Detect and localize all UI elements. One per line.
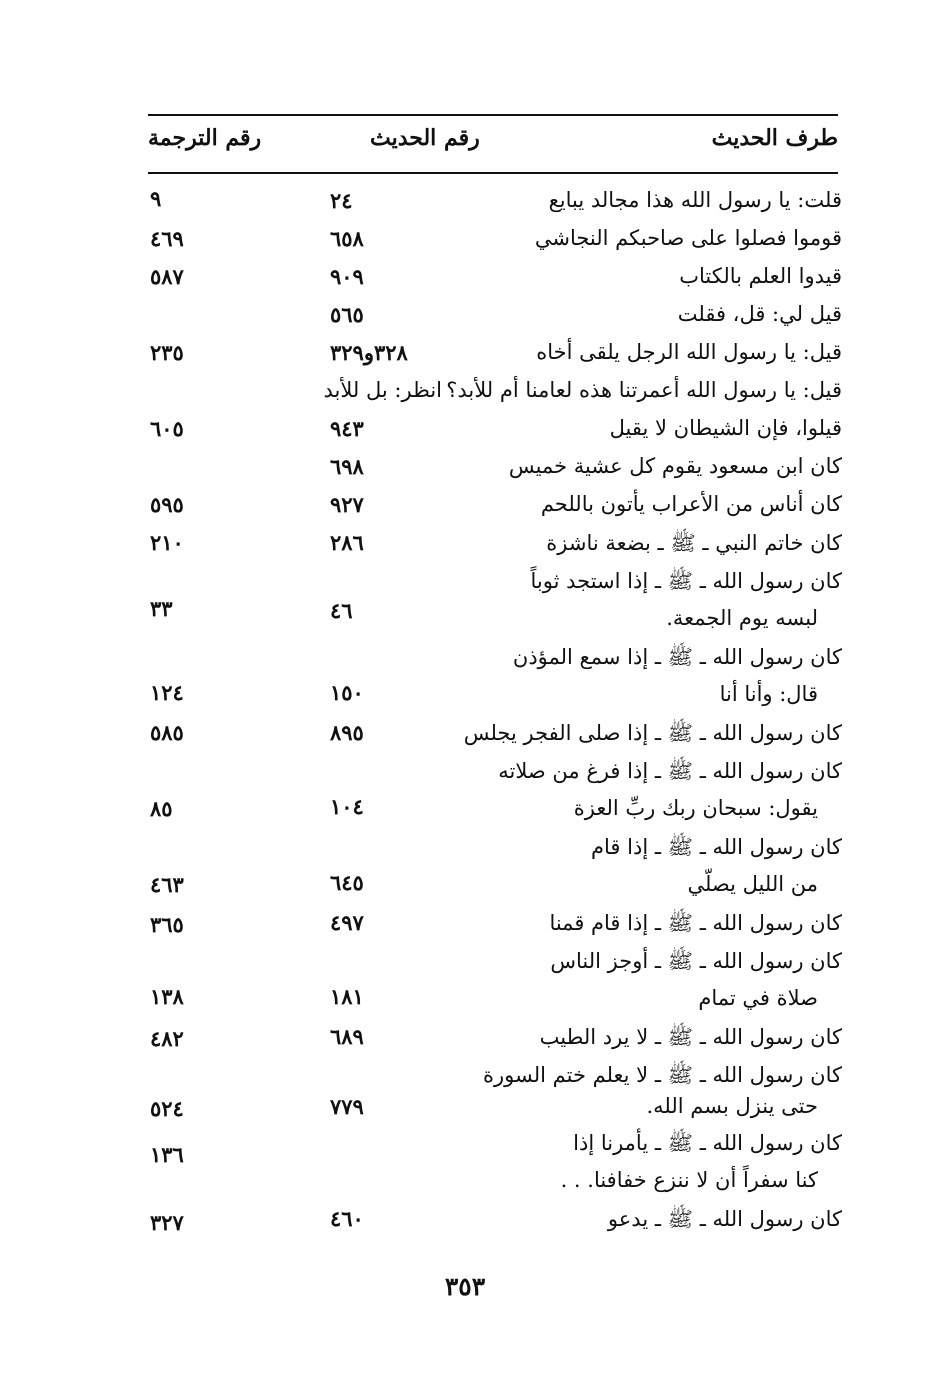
hadith-number: ٤٦ [330,598,353,623]
hadith-line-continuation: حتى ينزل بسم الله. [646,1094,818,1118]
header-tarjama-number: رقم الترجمة [148,125,262,151]
hadith-line: كان رسول الله ـ ﷺ ـ إذا قام [591,835,842,859]
hadith-line: كان رسول الله ـ ﷺ ـ إذا استجد ثوباً [530,569,842,593]
hadith-number: ٤٦٠ [330,1206,364,1231]
hadith-line: كان رسول الله ـ ﷺ ـ يأمرنا إذا [573,1131,842,1155]
page-number: ٣٥٣ [444,1272,486,1301]
top-rule [148,114,838,116]
hadith-number: ٥٦٥ [330,302,364,327]
hadith-line: قيل: يا رسول الله أعمرتنا هذه لعامنا أم للأبد؟ [446,378,842,402]
hadith-line-continuation: صلاة في تمام [698,986,818,1010]
tarjama-number: ٥٨٧ [150,264,184,289]
hadith-line: كان رسول الله ـ ﷺ ـ إذا صلى الفجر يجلس [463,721,842,745]
tarjama-number: ٣٣ [150,596,173,621]
hadith-line: كان ابن مسعود يقوم كل عشية خميس [508,454,842,478]
tarjama-number: ١٣٦ [150,1142,184,1167]
hadith-number: ٦٨٩ [330,1024,364,1049]
hadith-number: ٩٠٩ [330,264,364,289]
tarjama-number: ٤٦٩ [150,226,184,251]
hadith-line: كان رسول الله ـ ﷺ ـ إذا فرغ من صلاته [498,759,842,783]
hadith-number: ٦٥٨ [330,226,364,251]
tarjama-number: ٣٦٥ [150,912,184,937]
hadith-line: كان رسول الله ـ ﷺ ـ لا يعلم ختم السورة [483,1063,842,1087]
tarjama-number: ٤٦٣ [150,872,184,897]
hadith-line: كان رسول الله ـ ﷺ ـ أوجز الناس [550,949,842,973]
header-hadith-number: رقم الحديث [370,125,480,151]
hadith-number: ٩٢٧ [330,492,364,517]
hadith-number: ٨٩٥ [330,720,364,745]
hadith-cross-reference: انظر: بل للأبد [323,378,442,402]
hadith-line: كان رسول الله ـ ﷺ ـ لا يرد الطيب [539,1025,842,1049]
tarjama-number: ١٢٤ [150,680,184,705]
hadith-line: قيلوا، فإن الشيطان لا يقيل [609,416,842,440]
hadith-line: قيل لي: قل، فقلت [677,302,842,326]
hadith-number: ٣٢٨و٣٢٩ [330,340,408,365]
hadith-number: ٤٩٧ [330,910,364,935]
tarjama-number: ٦٠٥ [150,416,184,441]
hadith-line: كان رسول الله ـ ﷺ ـ إذا قام قمنا [549,911,842,935]
hadith-line: قوموا فصلوا على صاحبكم النجاشي [534,226,842,250]
hadith-number: ٦٤٥ [330,870,364,895]
hadith-number: ٢٨٦ [330,530,364,555]
hadith-line: قلت: يا رسول الله هذا مجالد يبايع [548,188,842,212]
tarjama-number: ٥٨٥ [150,720,184,745]
tarjama-number: ٢٣٥ [150,340,184,365]
hadith-line-continuation: لبسه يوم الجمعة. [666,606,818,630]
hadith-line: كان خاتم النبي ـ ﷺ ـ بضعة ناشزة [546,531,842,555]
hadith-number: ٩٤٣ [330,416,364,441]
tarjama-number: ٨٥ [150,796,173,821]
tarjama-number: ٥٢٤ [150,1096,184,1121]
tarjama-number: ٥٩٥ [150,492,184,517]
tarjama-number: ١٣٨ [150,984,184,1009]
hadith-number: ٧٧٩ [330,1094,364,1119]
tarjama-number: ٩ [150,186,162,211]
hadith-line: قيل: يا رسول الله الرجل يلقى أخاه [536,340,842,364]
tarjama-number: ٤٨٢ [150,1026,184,1051]
hadith-line: كان أناس من الأعراب يأتون باللحم [540,492,842,516]
hadith-line: كان رسول الله ـ ﷺ ـ إذا سمع المؤذن [512,645,842,669]
tarjama-number: ٣٢٧ [150,1210,184,1235]
header-hadith-text: طرف الحديث [711,125,838,151]
hadith-line-continuation: قال: وأنا أنا [719,682,818,706]
hadith-number: ٦٩٨ [330,454,364,479]
hadith-line-continuation: يقول: سبحان ربك ربِّ العزة [573,796,818,820]
hadith-number: ١٨١ [330,984,364,1009]
header-rule [148,172,838,174]
hadith-line-continuation: كنا سفراً أن لا ننزع خفافنا. . . [560,1168,818,1192]
hadith-number: ١٥٠ [330,680,364,705]
hadith-number: ٢٤ [330,188,353,213]
hadith-line: كان رسول الله ـ ﷺ ـ يدعو [607,1207,842,1231]
hadith-line: قيدوا العلم بالكتاب [679,264,842,288]
hadith-number: ١٠٤ [330,794,364,819]
tarjama-number: ٢١٠ [150,530,184,555]
hadith-line-continuation: من الليل يصلّي [687,872,818,896]
